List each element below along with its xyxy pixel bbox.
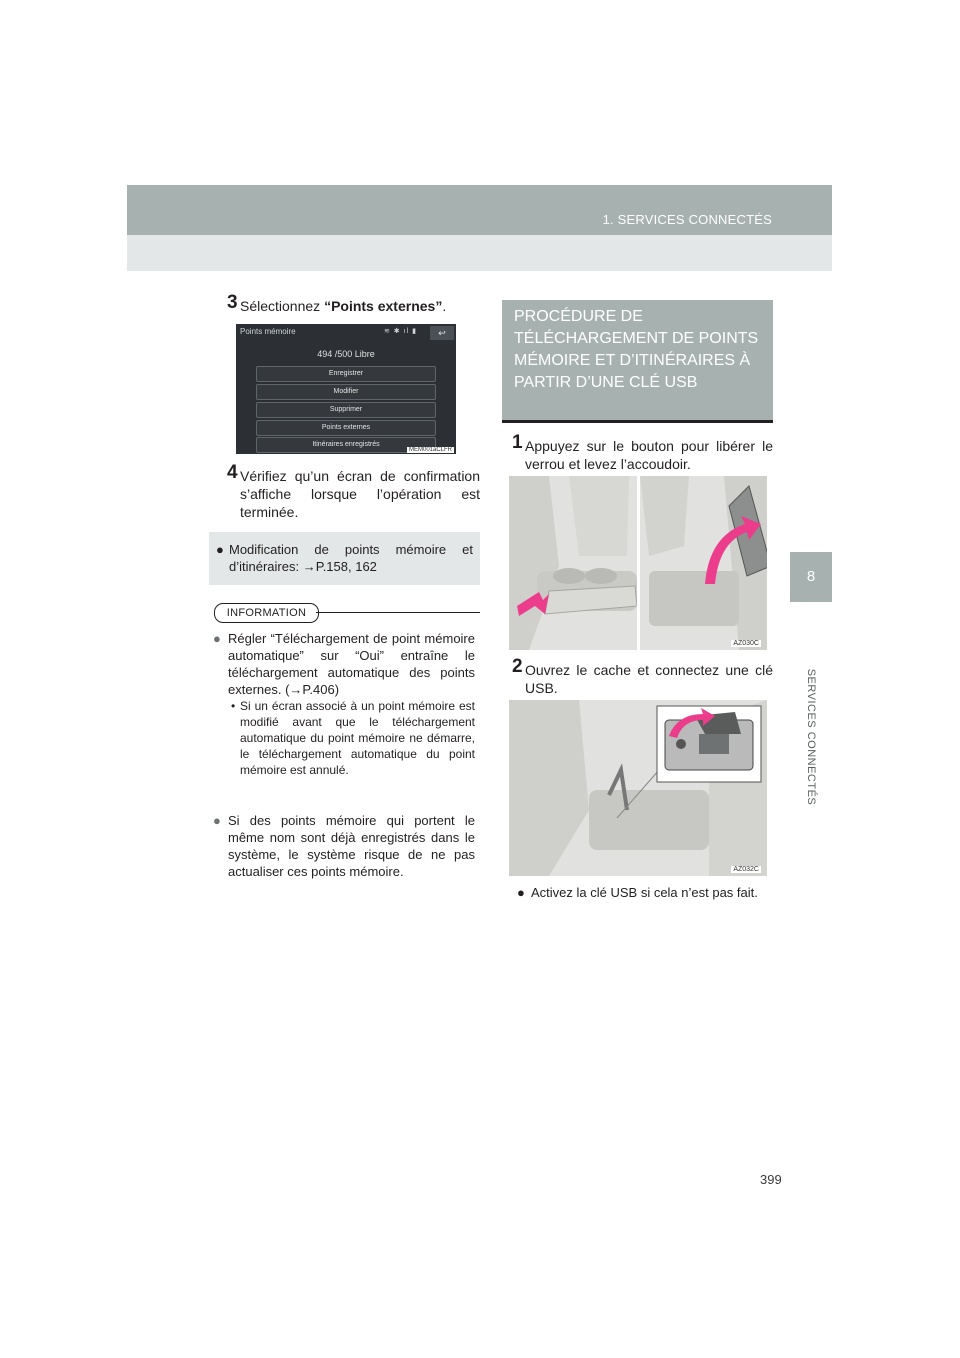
armrest-illustration	[509, 476, 767, 650]
step-3: 3 Sélectionnez “Points externes”.	[227, 292, 447, 314]
section-title: 1. SERVICES CONNECTÉS	[602, 212, 772, 227]
info-item-2: ● Si des points mémoire qui portent le même nom sont déjà enregistrés dans le système, le système risque de ne pas actualiser ces points mémoire.	[213, 813, 475, 879]
photo-code: AZ032C	[733, 866, 759, 873]
step-2: 2 Ouvrez le cache et connectez une clé USB.	[512, 656, 773, 696]
status-icons: ≋ ✱ ıl ▮	[384, 328, 417, 335]
chapter-number-tab: 8	[790, 552, 832, 602]
sub-bullet-icon: •	[231, 699, 236, 713]
bullet-icon: ●	[213, 631, 221, 646]
page-number: 399	[760, 1172, 782, 1187]
section-banner	[502, 300, 773, 420]
memory-count: 494 /500 Libre	[317, 349, 375, 359]
banner-rule	[502, 420, 773, 423]
points-memoire-screen	[236, 324, 456, 454]
usb-note: ● Activez la clé USB si cela n’est pas fait.	[517, 885, 758, 900]
header-band	[127, 185, 832, 235]
usb-photo	[509, 700, 767, 876]
information-tag: INFORMATION	[214, 603, 319, 623]
itineraires-button[interactable]: Itinéraires enregistrés	[256, 437, 436, 453]
note-text: Modification de points mémoire et d’itinéraires: →P.158, 162	[229, 542, 473, 574]
photo-code: AZ030C	[733, 640, 759, 647]
chapter-label: SERVICES CONNECTÉS	[805, 668, 817, 806]
usb-illustration	[509, 700, 767, 876]
armrest-photo	[509, 476, 767, 650]
step-4: 4 Vérifiez qu’un écran de confirmation s’affiche lorsque l’opération est terminée.	[227, 462, 480, 520]
supprimer-button[interactable]: Supprimer	[256, 402, 436, 418]
points-externes-button[interactable]: Points externes	[256, 420, 436, 436]
information-rule	[316, 612, 480, 613]
modifier-button[interactable]: Modifier	[256, 384, 436, 400]
note-box	[209, 532, 480, 585]
section-heading: PROCÉDURE DE TÉLÉCHARGEMENT DE POINTS MÉMOIRE ET D’ITINÉRAIRES À PARTIR D’UNE CLÉ USB	[514, 308, 759, 391]
enregistrer-button[interactable]: Enregistrer	[256, 366, 436, 382]
step-1: 1 Appuyez sur le bouton pour libérer le verrou et levez l’accoudoir.	[512, 432, 773, 472]
bullet-icon: ●	[213, 813, 221, 828]
bullet-icon: ●	[216, 542, 224, 557]
screen-title: Points mémoire	[240, 327, 296, 336]
bullet-icon: ●	[517, 885, 525, 900]
info-item-1-sub: • Si un écran associé à un point mémoire est modifié avant que le téléchargement automatique du point mémoire ne démarre, le téléchargement automatique du point mémoire est annulé.	[231, 699, 475, 777]
info-item-1: ● Régler “Téléchargement de point mémoire automatique” sur “Oui” entraîne le téléchargement automatique des points externes. (→P.406)	[213, 631, 475, 697]
header-subband	[127, 235, 832, 271]
figure-code: MEM001aCLFR	[408, 447, 452, 453]
back-icon[interactable]: ↩	[430, 326, 454, 340]
